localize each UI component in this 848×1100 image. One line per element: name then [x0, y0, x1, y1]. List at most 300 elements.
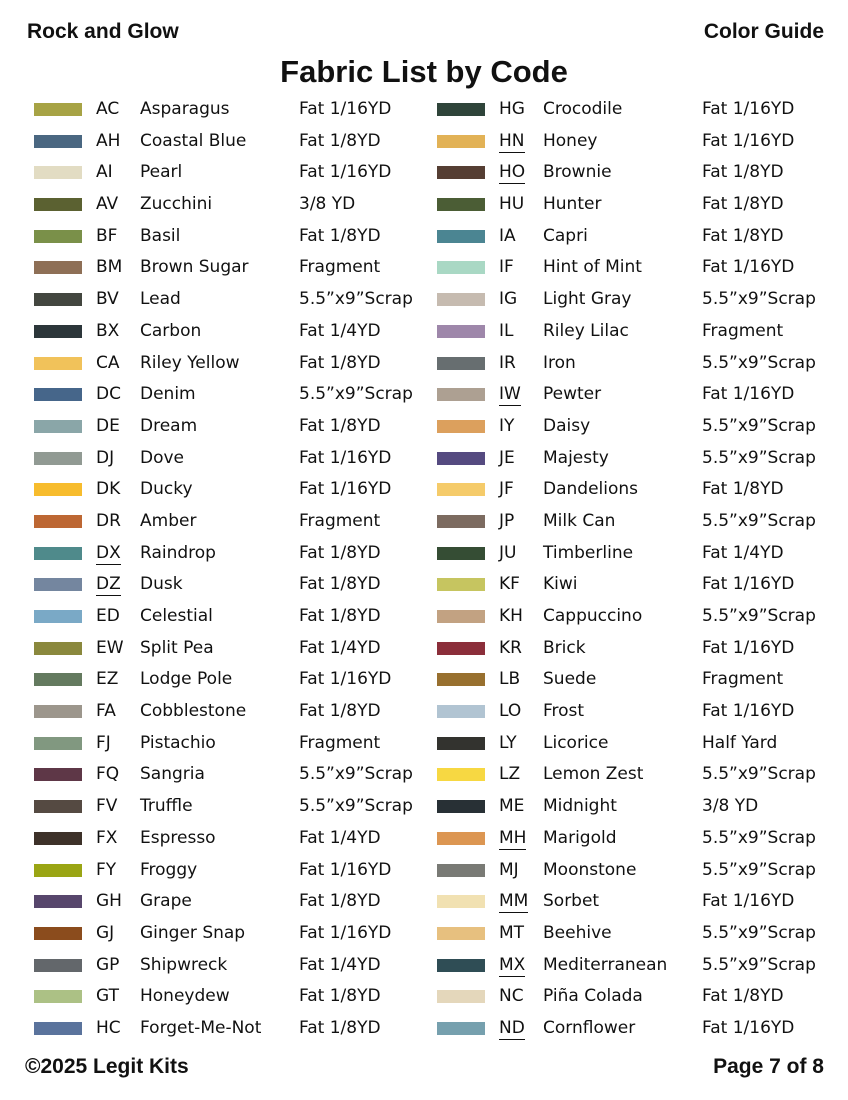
- fabric-size: 5.5”x9”Scrap: [299, 384, 413, 405]
- fabric-code: AI: [96, 162, 113, 183]
- fabric-row: [34, 316, 434, 348]
- fabric-code: AC: [96, 99, 120, 119]
- color-swatch: [34, 261, 82, 274]
- fabric-code: FJ: [96, 732, 111, 753]
- fabric-size: Fat 1/16YD: [299, 447, 392, 468]
- fabric-size: Fat 1/4YD: [299, 827, 381, 848]
- color-swatch: [34, 103, 82, 116]
- copyright: ©2025 Legit Kits: [25, 1055, 189, 1078]
- fabric-size: Fat 1/8YD: [702, 479, 784, 500]
- fabric-row: [437, 823, 837, 855]
- color-swatch: [34, 483, 82, 496]
- fabric-code: ED: [96, 606, 120, 626]
- fabric-name: Capri: [543, 225, 588, 246]
- fabric-size: Fat 1/8YD: [702, 225, 784, 246]
- fabric-name: Ducky: [140, 479, 193, 500]
- fabric-size: Fat 1/8YD: [299, 415, 381, 436]
- fabric-size: 3/8 YD: [299, 194, 356, 215]
- fabric-row: [437, 664, 837, 696]
- color-swatch: [34, 800, 82, 813]
- color-swatch: [437, 198, 485, 211]
- fabric-name: Milk Can: [543, 510, 616, 531]
- fabric-row: [437, 411, 837, 443]
- fabric-row: [34, 506, 434, 538]
- fabric-row: [34, 886, 434, 918]
- fabric-row: [34, 538, 434, 570]
- fabric-name: Brown Sugar: [140, 257, 249, 278]
- fabric-code: HO: [499, 162, 526, 183]
- fabric-row: [34, 950, 434, 982]
- fabric-row: [437, 728, 837, 760]
- fabric-name: Raindrop: [140, 542, 216, 563]
- brand-title: Rock and Glow: [27, 20, 179, 43]
- fabric-name: Lemon Zest: [543, 764, 644, 785]
- fabric-size: Fat 1/8YD: [702, 162, 784, 183]
- fabric-name: Crocodile: [543, 99, 623, 119]
- color-swatch: [437, 135, 485, 148]
- fabric-code: IA: [499, 225, 516, 246]
- fabric-size: Fat 1/16YD: [299, 922, 392, 943]
- fabric-name: Celestial: [140, 606, 213, 626]
- fabric-size: 5.5”x9”Scrap: [702, 922, 816, 943]
- color-swatch: [34, 166, 82, 179]
- fabric-row: [437, 379, 837, 411]
- fabric-code: MH: [499, 827, 527, 848]
- fabric-row: [34, 284, 434, 316]
- color-swatch: [437, 705, 485, 718]
- fabric-name: Cobblestone: [140, 701, 247, 722]
- fabric-size: Fat 1/4YD: [299, 954, 381, 975]
- fabric-name: Mediterranean: [543, 954, 668, 975]
- fabric-row: [437, 538, 837, 570]
- fabric-size: Fat 1/16YD: [299, 162, 392, 183]
- fabric-row: [34, 759, 434, 791]
- fabric-name: Brick: [543, 637, 586, 658]
- color-swatch: [437, 768, 485, 781]
- fabric-row: [437, 696, 837, 728]
- color-swatch: [437, 325, 485, 338]
- fabric-code: IW: [499, 384, 521, 405]
- fabric-row: [34, 157, 434, 189]
- fabric-name: Iron: [543, 352, 576, 373]
- fabric-row: [34, 569, 434, 601]
- fabric-row: [34, 728, 434, 760]
- fabric-name: Pistachio: [140, 732, 216, 753]
- fabric-row: [437, 506, 837, 538]
- color-swatch: [437, 1022, 485, 1035]
- fabric-row: [34, 443, 434, 475]
- fabric-size: Fat 1/8YD: [299, 986, 381, 1007]
- fabric-size: 5.5”x9”Scrap: [702, 954, 816, 975]
- fabric-name: Split Pea: [140, 637, 214, 658]
- fabric-row: [34, 855, 434, 887]
- color-swatch: [437, 959, 485, 972]
- fabric-size: Fragment: [702, 669, 784, 690]
- fabric-code: DK: [96, 479, 121, 500]
- fabric-name: Hunter: [543, 194, 602, 215]
- color-swatch: [34, 895, 82, 908]
- fabric-row: [437, 94, 837, 126]
- fabric-size: Fat 1/8YD: [299, 352, 381, 373]
- fabric-code: BV: [96, 289, 119, 310]
- fabric-code: FQ: [96, 764, 120, 785]
- color-swatch: [437, 990, 485, 1003]
- fabric-size: Fat 1/16YD: [702, 130, 795, 151]
- fabric-row: [34, 94, 434, 126]
- color-swatch: [34, 578, 82, 591]
- color-swatch: [34, 1022, 82, 1035]
- color-swatch: [437, 293, 485, 306]
- fabric-size: Fat 1/8YD: [702, 986, 784, 1007]
- color-swatch: [34, 864, 82, 877]
- fabric-name: Shipwreck: [140, 954, 228, 975]
- fabric-name: Lead: [140, 289, 181, 310]
- color-swatch: [34, 610, 82, 623]
- color-swatch: [437, 103, 485, 116]
- fabric-code: AH: [96, 130, 121, 151]
- fabric-name: Daisy: [543, 415, 591, 436]
- color-swatch: [437, 642, 485, 655]
- fabric-row: [34, 379, 434, 411]
- fabric-row: [437, 474, 837, 506]
- fabric-row: [34, 601, 434, 633]
- fabric-name: Riley Yellow: [140, 352, 240, 373]
- fabric-code: BX: [96, 320, 120, 341]
- fabric-size: 3/8 YD: [702, 796, 759, 817]
- fabric-row: [437, 348, 837, 380]
- fabric-name: Dandelions: [543, 479, 639, 500]
- fabric-name: Forget-Me-Not: [140, 1017, 262, 1038]
- page-title: Fabric List by Code: [280, 54, 568, 89]
- fabric-row: [437, 569, 837, 601]
- color-swatch: [437, 927, 485, 940]
- fabric-size: Fragment: [702, 320, 784, 341]
- color-swatch: [437, 483, 485, 496]
- fabric-code: KR: [499, 637, 522, 658]
- color-swatch: [34, 198, 82, 211]
- fabric-size: Fat 1/4YD: [299, 637, 381, 658]
- color-swatch: [34, 705, 82, 718]
- fabric-row: [34, 126, 434, 158]
- fabric-name: Sorbet: [543, 891, 600, 912]
- fabric-size: Fat 1/16YD: [702, 574, 795, 595]
- color-swatch: [34, 388, 82, 401]
- fabric-code: GT: [96, 986, 119, 1007]
- fabric-code: LY: [499, 732, 517, 753]
- fabric-code: ND: [499, 1017, 525, 1038]
- color-swatch: [437, 547, 485, 560]
- fabric-code: IF: [499, 257, 514, 278]
- fabric-code: KH: [499, 606, 523, 626]
- fabric-row: [437, 601, 837, 633]
- fabric-code: KF: [499, 574, 520, 595]
- fabric-size: Fragment: [299, 257, 381, 278]
- fabric-list-left: [34, 94, 434, 1045]
- fabric-size: Fat 1/16YD: [702, 1017, 795, 1038]
- fabric-row: [34, 823, 434, 855]
- fabric-size: Fat 1/8YD: [299, 1017, 381, 1038]
- fabric-code: GP: [96, 954, 120, 975]
- fabric-row: [437, 633, 837, 665]
- fabric-row: [437, 981, 837, 1013]
- fabric-size: Fat 1/16YD: [702, 99, 795, 119]
- fabric-name: Amber: [140, 510, 197, 531]
- fabric-name: Ginger Snap: [140, 922, 246, 943]
- fabric-code: HN: [499, 130, 525, 151]
- fabric-size: Fat 1/8YD: [299, 891, 381, 912]
- fabric-name: Marigold: [543, 827, 617, 848]
- fabric-name: Honey: [543, 130, 598, 151]
- fabric-row: [34, 221, 434, 253]
- fabric-row: [437, 443, 837, 475]
- fabric-code: AV: [96, 194, 119, 215]
- color-swatch: [437, 737, 485, 750]
- fabric-code: LO: [499, 701, 522, 722]
- fabric-name: Suede: [543, 669, 597, 690]
- fabric-name: Honeydew: [140, 986, 230, 1007]
- color-swatch: [34, 357, 82, 370]
- fabric-name: Pewter: [543, 384, 602, 405]
- fabric-name: Lodge Pole: [140, 669, 233, 690]
- fabric-row: [437, 252, 837, 284]
- color-swatch: [34, 768, 82, 781]
- fabric-size: Fat 1/16YD: [702, 891, 795, 912]
- fabric-name: Midnight: [543, 796, 617, 817]
- fabric-code: HC: [96, 1017, 121, 1038]
- fabric-name: Grape: [140, 891, 192, 912]
- fabric-name: Carbon: [140, 320, 202, 341]
- fabric-size: Fat 1/16YD: [299, 479, 392, 500]
- fabric-row: [437, 126, 837, 158]
- fabric-size: Fat 1/16YD: [299, 669, 392, 690]
- fabric-size: 5.5”x9”Scrap: [702, 764, 816, 785]
- fabric-code: DR: [96, 510, 121, 531]
- fabric-row: [34, 411, 434, 443]
- fabric-name: Timberline: [543, 542, 634, 563]
- fabric-code: MT: [499, 922, 525, 943]
- fabric-size: Fat 1/8YD: [299, 542, 381, 563]
- fabric-name: Dream: [140, 415, 198, 436]
- fabric-code: DC: [96, 384, 121, 405]
- color-swatch: [437, 420, 485, 433]
- fabric-row: [437, 189, 837, 221]
- fabric-code: NC: [499, 986, 524, 1007]
- color-swatch: [437, 800, 485, 813]
- fabric-row: [437, 886, 837, 918]
- fabric-row: [437, 316, 837, 348]
- fabric-size: 5.5”x9”Scrap: [702, 352, 816, 373]
- fabric-size: Fat 1/4YD: [702, 542, 784, 563]
- fabric-name: Frost: [543, 701, 585, 722]
- fabric-name: Cappuccino: [543, 606, 643, 626]
- color-swatch: [34, 135, 82, 148]
- fabric-row: [34, 348, 434, 380]
- fabric-code: DX: [96, 542, 121, 563]
- fabric-code: EZ: [96, 669, 119, 690]
- fabric-size: Fat 1/16YD: [299, 99, 392, 119]
- color-swatch: [34, 927, 82, 940]
- fabric-size: 5.5”x9”Scrap: [702, 827, 816, 848]
- color-swatch: [34, 547, 82, 560]
- fabric-code: JF: [499, 479, 514, 500]
- fabric-code: GJ: [96, 922, 115, 943]
- fabric-code: DZ: [96, 574, 121, 595]
- fabric-name: Piña Colada: [543, 986, 643, 1007]
- color-swatch: [437, 515, 485, 528]
- fabric-code: JP: [499, 510, 515, 531]
- color-swatch: [437, 610, 485, 623]
- fabric-name: Denim: [140, 384, 196, 405]
- color-swatch: [437, 864, 485, 877]
- fabric-name: Dove: [140, 447, 185, 468]
- color-swatch: [437, 388, 485, 401]
- fabric-name: Brownie: [543, 162, 612, 183]
- fabric-size: Fat 1/16YD: [702, 384, 795, 405]
- color-swatch: [437, 357, 485, 370]
- fabric-code: LZ: [499, 764, 521, 785]
- fabric-name: Pearl: [140, 162, 183, 183]
- fabric-name: Asparagus: [140, 99, 230, 119]
- fabric-code: MM: [499, 891, 529, 912]
- fabric-name: Cornflower: [543, 1017, 636, 1038]
- fabric-size: 5.5”x9”Scrap: [299, 764, 413, 785]
- fabric-code: IY: [499, 415, 515, 436]
- color-swatch: [437, 452, 485, 465]
- fabric-code: IL: [499, 320, 514, 341]
- fabric-name: Kiwi: [543, 574, 578, 595]
- fabric-code: FA: [96, 701, 116, 722]
- fabric-row: [437, 950, 837, 982]
- fabric-name: Truffle: [140, 796, 193, 817]
- fabric-size: 5.5”x9”Scrap: [702, 510, 816, 531]
- color-swatch: [437, 832, 485, 845]
- fabric-row: [34, 791, 434, 823]
- fabric-code: EW: [96, 637, 124, 658]
- fabric-size: Fat 1/8YD: [702, 194, 784, 215]
- fabric-code: IR: [499, 352, 516, 373]
- fabric-row: [34, 474, 434, 506]
- fabric-code: JU: [499, 542, 517, 563]
- color-swatch: [437, 166, 485, 179]
- fabric-size: 5.5”x9”Scrap: [299, 796, 413, 817]
- fabric-row: [437, 221, 837, 253]
- fabric-size: Fragment: [299, 510, 381, 531]
- fabric-size: Fat 1/8YD: [299, 130, 381, 151]
- fabric-code: LB: [499, 669, 521, 690]
- color-swatch: [437, 261, 485, 274]
- fabric-size: 5.5”x9”Scrap: [702, 859, 816, 880]
- fabric-name: Coastal Blue: [140, 130, 247, 151]
- fabric-name: Riley Lilac: [543, 320, 629, 341]
- fabric-row: [34, 633, 434, 665]
- fabric-code: FV: [96, 796, 118, 817]
- fabric-size: Fat 1/16YD: [702, 257, 795, 278]
- fabric-row: [437, 855, 837, 887]
- fabric-size: 5.5”x9”Scrap: [702, 415, 816, 436]
- fabric-size: Fat 1/16YD: [299, 859, 392, 880]
- color-swatch: [437, 578, 485, 591]
- color-swatch: [34, 325, 82, 338]
- fabric-name: Majesty: [543, 447, 609, 468]
- color-swatch: [34, 673, 82, 686]
- fabric-list-right: [437, 94, 837, 1045]
- color-swatch: [437, 895, 485, 908]
- fabric-name: Licorice: [543, 732, 609, 753]
- fabric-code: GH: [96, 891, 122, 912]
- fabric-name: Moonstone: [543, 859, 637, 880]
- fabric-row: [437, 791, 837, 823]
- color-swatch: [437, 230, 485, 243]
- fabric-code: BM: [96, 257, 123, 278]
- color-swatch: [34, 990, 82, 1003]
- color-swatch: [34, 642, 82, 655]
- fabric-row: [34, 189, 434, 221]
- fabric-row: [437, 1013, 837, 1045]
- color-swatch: [34, 293, 82, 306]
- color-swatch: [437, 673, 485, 686]
- fabric-size: Fat 1/8YD: [299, 574, 381, 595]
- fabric-name: Basil: [140, 225, 181, 246]
- fabric-size: Fat 1/8YD: [299, 225, 381, 246]
- guide-label: Color Guide: [703, 20, 824, 43]
- fabric-row: [34, 981, 434, 1013]
- fabric-code: ME: [499, 796, 525, 817]
- fabric-size: 5.5”x9”Scrap: [299, 289, 413, 310]
- fabric-code: DE: [96, 415, 120, 436]
- fabric-code: FY: [96, 859, 117, 880]
- fabric-size: 5.5”x9”Scrap: [702, 289, 816, 310]
- color-swatch: [34, 959, 82, 972]
- fabric-code: DJ: [96, 447, 115, 468]
- color-swatch: [34, 452, 82, 465]
- color-swatch: [34, 515, 82, 528]
- fabric-code: CA: [96, 352, 120, 373]
- fabric-code: BF: [96, 225, 118, 246]
- fabric-code: JE: [499, 447, 515, 468]
- color-swatch: [34, 230, 82, 243]
- fabric-size: Fat 1/8YD: [299, 606, 381, 626]
- fabric-row: [437, 918, 837, 950]
- fabric-row: [34, 664, 434, 696]
- fabric-code: HU: [499, 194, 525, 215]
- fabric-size: 5.5”x9”Scrap: [702, 447, 816, 468]
- fabric-name: Froggy: [140, 859, 198, 880]
- fabric-size: Fat 1/16YD: [702, 637, 795, 658]
- fabric-row: [34, 252, 434, 284]
- fabric-code: MX: [499, 954, 526, 975]
- fabric-code: MJ: [499, 859, 519, 880]
- color-swatch: [34, 420, 82, 433]
- fabric-name: Zucchini: [140, 194, 213, 215]
- color-swatch: [34, 737, 82, 750]
- fabric-name: Light Gray: [543, 289, 632, 310]
- fabric-name: Sangria: [140, 764, 205, 785]
- fabric-name: Hint of Mint: [543, 257, 642, 278]
- fabric-row: [34, 918, 434, 950]
- fabric-name: Dusk: [140, 574, 183, 595]
- fabric-name: Beehive: [543, 922, 612, 943]
- fabric-code: HG: [499, 99, 525, 119]
- fabric-size: Fragment: [299, 732, 381, 753]
- fabric-row: [34, 696, 434, 728]
- fabric-code: IG: [499, 289, 518, 310]
- fabric-row: [437, 157, 837, 189]
- fabric-size: Fat 1/4YD: [299, 320, 381, 341]
- fabric-size: Fat 1/8YD: [299, 701, 381, 722]
- fabric-row: [437, 284, 837, 316]
- fabric-row: [34, 1013, 434, 1045]
- fabric-code: FX: [96, 827, 118, 848]
